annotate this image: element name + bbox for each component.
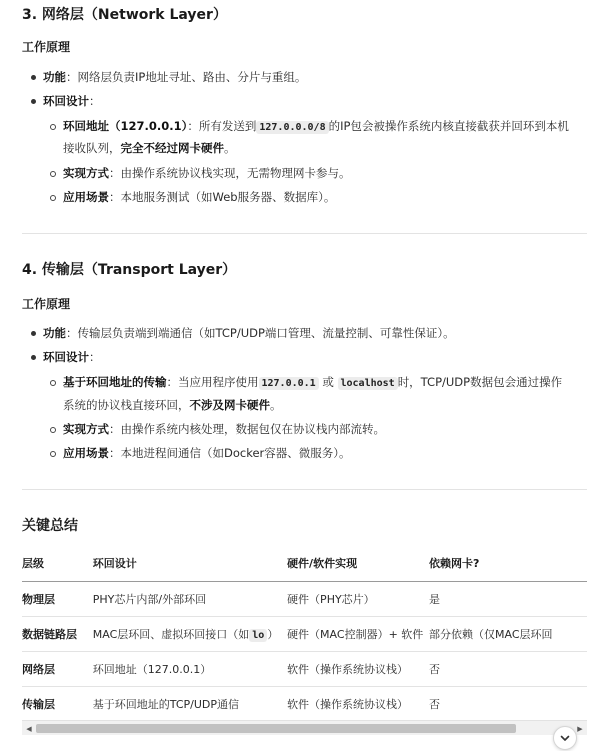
table-cell-design: 环回地址（127.0.0.1） [93, 651, 287, 686]
table-cell-impl: 硬件（MAC控制器）+ 软件 [287, 616, 429, 651]
bullet-dot [31, 331, 36, 336]
transport-layer-heading: 4. 传输层（Transport Layer） [22, 262, 237, 278]
network-loop-address-item: 环回地址（127.0.0.1）：所有发送到 127.0.0.0/8 的IP包会被操作系统内核直接截获并回环到本机 [63, 119, 569, 133]
column-header: 层级 [22, 545, 93, 581]
bullet-ring [50, 195, 56, 201]
scroll-down-button[interactable] [553, 726, 577, 750]
triangle-right-icon[interactable]: ▶ [577, 724, 583, 733]
inline-code: localhost [338, 377, 398, 390]
transport-usecase-item: 应用场景：本地进程间通信（如Docker容器、微服务）。 [63, 446, 351, 460]
table-cell-design: MAC层环回、虚拟环回接口（如 lo ） [93, 616, 287, 651]
network-loop-address-item-cont: 接收队列，完全不经过网卡硬件。 [63, 141, 236, 155]
table-cell-design: 基于环回地址的TCP/UDP通信 [93, 686, 287, 720]
table-cell-impl: 软件（操作系统协议栈） [287, 651, 429, 686]
table-cell-impl: 软件（操作系统协议栈） [287, 686, 429, 720]
inline-code: 127.0.0.0/8 [256, 121, 328, 134]
network-principle-heading: 工作原理 [22, 40, 71, 54]
transport-loop-address-item-cont: 系统的协议栈直接环回，不涉及网卡硬件。 [63, 398, 282, 412]
summary-table-scroll[interactable] [22, 545, 587, 720]
network-layer-heading: 3. 网络层（Network Layer） [22, 7, 227, 23]
table-cell-layer: 传输层 [22, 686, 93, 720]
triangle-left-icon[interactable]: ◀ [26, 724, 32, 733]
table-row [22, 581, 587, 616]
transport-function-item: 功能：传输层负责端到端通信（如TCP/UDP端口管理、流量控制、可靠性保证）。 [43, 326, 455, 340]
bullet-ring [50, 427, 56, 433]
bullet-ring [50, 171, 56, 177]
transport-impl-item: 实现方式：由操作系统内核处理，数据包仅在协议栈内部流转。 [63, 422, 385, 436]
inline-code: lo [249, 629, 267, 642]
bullet-dot [31, 355, 36, 360]
network-loop-item: 环回设计： [43, 94, 101, 108]
bullet-ring [50, 451, 56, 457]
network-impl-item: 实现方式：由操作系统协议栈实现，无需物理网卡参与。 [63, 166, 351, 180]
bullet-dot [31, 75, 36, 80]
table-header-row [22, 545, 587, 581]
table-cell-design: PHY芯片内部/外部环回 [93, 581, 287, 616]
transport-principle-heading: 工作原理 [22, 297, 71, 311]
table-cell-impl: 硬件（PHY芯片） [287, 581, 429, 616]
column-header: 依赖网卡? [429, 545, 587, 581]
transport-loop-item: 环回设计： [43, 350, 101, 364]
bullet-dot [31, 99, 36, 104]
table-row [22, 651, 587, 686]
network-function-item: 功能：网络层负责IP地址寻址、路由、分片与重组。 [43, 70, 307, 84]
column-header: 环回设计 [93, 545, 287, 581]
summary-table [22, 545, 587, 720]
table-cell-nic: 是 [429, 581, 587, 616]
scrollbar-thumb[interactable] [36, 724, 516, 733]
table-cell-layer: 网络层 [22, 651, 93, 686]
table-cell-nic: 否 [429, 651, 587, 686]
section-divider [22, 233, 587, 234]
table-cell-nic: 否 [429, 686, 587, 720]
bullet-ring [50, 124, 56, 130]
chevron-down-icon [559, 732, 571, 744]
bullet-ring [50, 380, 56, 386]
inline-code: 127.0.0.1 [259, 377, 319, 390]
network-usecase-item: 应用场景：本地服务测试（如Web服务器、数据库）。 [63, 190, 336, 204]
table-cell-nic: 部分依赖（仅MAC层环回 [429, 616, 587, 651]
horizontal-scrollbar[interactable] [22, 720, 587, 735]
table-row [22, 616, 587, 651]
table-cell-layer: 物理层 [22, 581, 93, 616]
table-row [22, 686, 587, 720]
table-cell-layer: 数据链路层 [22, 616, 93, 651]
summary-heading: 关键总结 [22, 518, 78, 534]
column-header: 硬件/软件实现 [287, 545, 429, 581]
section-divider [22, 489, 587, 490]
transport-loop-address-item: 基于环回地址的传输：当应用程序使用 127.0.0.1 或 localhost 时，TCP/UDP数据包会通过操作 [63, 375, 563, 389]
